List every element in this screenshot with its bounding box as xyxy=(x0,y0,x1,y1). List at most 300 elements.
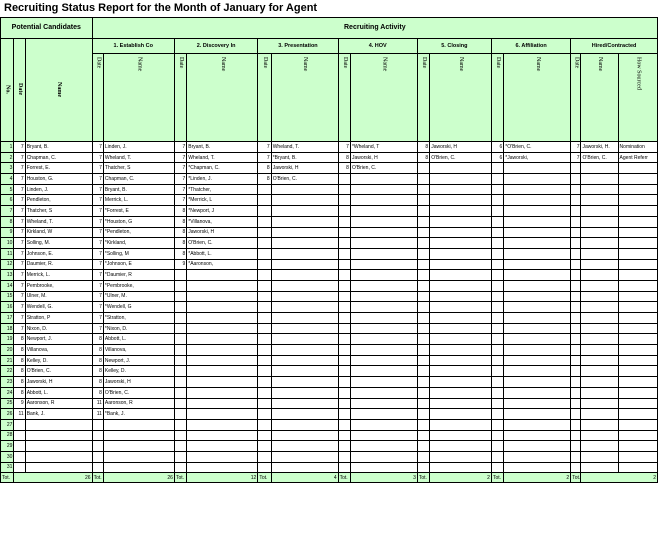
name-cell xyxy=(618,398,657,409)
date-cell xyxy=(491,195,503,206)
name-cell: *Thatcher, xyxy=(187,184,258,195)
table-row xyxy=(1,302,658,313)
row-number: 25 xyxy=(1,398,14,409)
name-cell: *Villanova, xyxy=(187,216,258,227)
date-cell: 7 xyxy=(14,302,25,313)
row-number: 16 xyxy=(1,302,14,313)
date-cell xyxy=(571,270,581,281)
date-cell xyxy=(491,291,503,302)
row-number: 27 xyxy=(1,419,14,430)
date-cell xyxy=(258,377,271,388)
name-cell xyxy=(25,419,92,430)
name-cell xyxy=(581,270,618,281)
date-cell xyxy=(417,270,429,281)
name-cell xyxy=(187,302,258,313)
name-cell: Jaworski, H. xyxy=(581,142,618,153)
name-cell xyxy=(350,387,417,398)
name-cell xyxy=(504,184,571,195)
date-cell xyxy=(338,227,350,238)
name-cell xyxy=(271,313,338,324)
name-cell xyxy=(271,451,338,462)
date-cell xyxy=(174,377,186,388)
name-cell xyxy=(430,366,492,377)
name-cell: Bryant, B. xyxy=(187,142,258,153)
date-cell: 8 xyxy=(92,334,103,345)
date-cell xyxy=(417,206,429,217)
stage-header: Hired/Contracted xyxy=(571,39,658,54)
date-cell xyxy=(258,323,271,334)
date-cell: 7 xyxy=(174,152,186,163)
name-cell xyxy=(187,377,258,388)
name-cell: Newport, J. xyxy=(103,355,174,366)
name-cell xyxy=(25,441,92,452)
name-cell xyxy=(271,206,338,217)
date-cell: 7 xyxy=(92,270,103,281)
date-cell xyxy=(571,174,581,185)
total-label: Tot. xyxy=(572,474,581,481)
recruiting-table xyxy=(0,17,658,483)
date-cell xyxy=(258,462,271,473)
date-cell: 7 xyxy=(571,142,581,153)
name-cell xyxy=(618,451,657,462)
name-cell xyxy=(187,323,258,334)
row-number: 4 xyxy=(1,174,14,185)
name-cell xyxy=(350,174,417,185)
total-label: Tot. xyxy=(93,474,102,481)
name-cell xyxy=(271,323,338,334)
date-cell xyxy=(491,248,503,259)
row-number: 6 xyxy=(1,195,14,206)
name-cell: Johnson, E. xyxy=(25,248,92,259)
table-row xyxy=(1,366,658,377)
name-cell xyxy=(618,270,657,281)
date-cell: 7 xyxy=(92,302,103,313)
date-cell xyxy=(417,216,429,227)
name-cell: O'Brien, C. xyxy=(430,152,492,163)
row-number: 26 xyxy=(1,409,14,420)
date-cell: 8 xyxy=(417,152,429,163)
name-cell xyxy=(430,345,492,356)
table-row xyxy=(1,409,658,420)
name-cell xyxy=(271,462,338,473)
date-cell xyxy=(491,206,503,217)
date-cell: 7 xyxy=(14,259,25,270)
date-cell xyxy=(14,451,25,462)
name-cell: Bryant, B. xyxy=(25,142,92,153)
name-cell xyxy=(350,377,417,388)
total-label: Tot. xyxy=(491,473,503,483)
name-cell xyxy=(581,451,618,462)
date-cell xyxy=(491,387,503,398)
name-cell: Thatcher, S xyxy=(103,163,174,174)
name-cell xyxy=(618,206,657,217)
name-cell xyxy=(618,355,657,366)
name-cell: *Wheland, T xyxy=(350,142,417,153)
date-cell xyxy=(417,377,429,388)
name-cell: O'Brien, C. xyxy=(271,174,338,185)
name-cell xyxy=(25,451,92,462)
date-cell xyxy=(417,313,429,324)
name-cell: Linden, J. xyxy=(103,142,174,153)
date-cell xyxy=(174,441,186,452)
date-cell xyxy=(174,280,186,291)
date-cell: 7 xyxy=(174,184,186,195)
name-cell xyxy=(504,291,571,302)
name-cell: *Merrick, L xyxy=(187,195,258,206)
name-cell: Houston, G. xyxy=(25,174,92,185)
name-cell xyxy=(430,270,492,281)
name-cell xyxy=(350,366,417,377)
date-cell xyxy=(417,280,429,291)
name-cell xyxy=(618,419,657,430)
date-cell xyxy=(258,206,271,217)
date-cell: 8 xyxy=(174,227,186,238)
row-number: 24 xyxy=(1,387,14,398)
name-cell xyxy=(350,345,417,356)
stage-date-header: Date xyxy=(571,54,581,142)
date-cell: 8 xyxy=(14,366,25,377)
name-cell xyxy=(350,195,417,206)
date-cell xyxy=(571,409,581,420)
row-number: 1 xyxy=(1,142,14,153)
date-cell xyxy=(571,334,581,345)
name-cell: Nomination xyxy=(618,142,657,153)
name-cell xyxy=(618,377,657,388)
date-cell xyxy=(417,334,429,345)
date-cell xyxy=(338,366,350,377)
date-cell xyxy=(338,302,350,313)
date-cell: 7 xyxy=(92,238,103,249)
name-cell xyxy=(504,419,571,430)
name-cell xyxy=(618,441,657,452)
name-cell xyxy=(187,280,258,291)
date-cell xyxy=(338,334,350,345)
date-cell xyxy=(491,366,503,377)
date-cell xyxy=(338,430,350,441)
name-cell xyxy=(187,451,258,462)
date-cell: 8 xyxy=(174,216,186,227)
date-cell: 7 xyxy=(92,184,103,195)
table-row xyxy=(1,280,658,291)
name-cell xyxy=(430,462,492,473)
stage-header: 3. Presentation xyxy=(258,39,338,54)
name-cell: Kirkland, W xyxy=(25,227,92,238)
name-cell xyxy=(581,216,618,227)
date-cell xyxy=(92,430,103,441)
date-cell xyxy=(417,323,429,334)
date-cell xyxy=(338,409,350,420)
date-cell xyxy=(338,451,350,462)
name-cell xyxy=(581,174,618,185)
table-row xyxy=(1,259,658,270)
name-cell: Merrick, L. xyxy=(25,270,92,281)
date-cell: 7 xyxy=(14,323,25,334)
name-cell xyxy=(350,323,417,334)
name-cell: Jaworski, H xyxy=(350,152,417,163)
date-cell xyxy=(491,345,503,356)
stage-name-header: Name xyxy=(430,54,492,142)
name-cell: *Aaronson, xyxy=(187,259,258,270)
name-cell xyxy=(504,462,571,473)
date-cell xyxy=(417,430,429,441)
date-cell: 8 xyxy=(174,248,186,259)
row-number: 30 xyxy=(1,451,14,462)
name-cell xyxy=(504,430,571,441)
date-cell xyxy=(338,270,350,281)
date-cell: 7 xyxy=(92,216,103,227)
date-cell xyxy=(338,462,350,473)
date-cell xyxy=(491,462,503,473)
name-cell xyxy=(504,313,571,324)
name-cell: *Linden, J. xyxy=(187,174,258,185)
name-cell xyxy=(504,174,571,185)
name-cell xyxy=(430,259,492,270)
date-cell xyxy=(491,280,503,291)
name-cell xyxy=(271,270,338,281)
date-cell xyxy=(491,216,503,227)
date-cell: 7 xyxy=(92,313,103,324)
name-cell xyxy=(271,409,338,420)
name-cell xyxy=(350,441,417,452)
name-cell: Merrick, L. xyxy=(103,195,174,206)
table-row xyxy=(1,152,658,163)
table-row xyxy=(1,419,658,430)
date-cell xyxy=(258,313,271,324)
date-cell: 7 xyxy=(92,280,103,291)
name-cell: Villanova, xyxy=(25,345,92,356)
date-cell xyxy=(14,441,25,452)
total-label: Tot. xyxy=(1,473,14,483)
row-number: 9 xyxy=(1,227,14,238)
name-cell xyxy=(504,270,571,281)
stage-name-header: Name xyxy=(103,54,174,142)
name-cell: O'Brien, C. xyxy=(103,387,174,398)
date-cell: 7 xyxy=(174,195,186,206)
report-title: Recruiting Status Report for the Month of January for Agent xyxy=(4,2,318,14)
date-cell: 7 xyxy=(92,152,103,163)
name-cell: Wheland, T. xyxy=(103,152,174,163)
date-cell: 7 xyxy=(92,206,103,217)
date-cell xyxy=(174,430,186,441)
name-cell xyxy=(430,334,492,345)
date-cell: 7 xyxy=(14,280,25,291)
table-row xyxy=(1,441,658,452)
date-cell xyxy=(258,398,271,409)
date-cell xyxy=(258,291,271,302)
name-cell xyxy=(187,409,258,420)
name-cell xyxy=(350,227,417,238)
name-cell xyxy=(350,291,417,302)
date-cell xyxy=(491,451,503,462)
name-cell: Jaworski, H xyxy=(271,163,338,174)
name-cell xyxy=(581,419,618,430)
name-cell xyxy=(350,313,417,324)
date-cell xyxy=(417,409,429,420)
name-cell xyxy=(504,248,571,259)
table-row xyxy=(1,334,658,345)
name-cell xyxy=(618,334,657,345)
name-cell: Chapman, C. xyxy=(103,174,174,185)
name-cell: Pendleton, xyxy=(25,195,92,206)
date-cell xyxy=(174,355,186,366)
name-cell xyxy=(504,163,571,174)
name-cell: *Bryant, B. xyxy=(271,152,338,163)
how-sourced-header: How Sourced xyxy=(618,54,657,142)
name-cell xyxy=(350,430,417,441)
name-cell: *Pembrooke, xyxy=(103,280,174,291)
date-cell xyxy=(417,195,429,206)
date-cell xyxy=(258,184,271,195)
date-cell xyxy=(571,259,581,270)
date-cell xyxy=(258,345,271,356)
name-cell xyxy=(350,334,417,345)
date-cell: 11 xyxy=(92,398,103,409)
name-cell: Bank, J. xyxy=(25,409,92,420)
date-cell xyxy=(571,430,581,441)
table-row xyxy=(1,163,658,174)
date-cell xyxy=(491,430,503,441)
name-cell xyxy=(25,462,92,473)
stage-date-header: Date xyxy=(417,54,429,142)
date-cell xyxy=(571,227,581,238)
name-cell xyxy=(271,238,338,249)
date-cell: 7 xyxy=(174,174,186,185)
date-cell: 7 xyxy=(571,152,581,163)
name-cell xyxy=(618,174,657,185)
name-cell xyxy=(504,355,571,366)
name-cell: Chapman, C. xyxy=(25,152,92,163)
name-cell: Nixon, D. xyxy=(25,323,92,334)
name-cell xyxy=(187,430,258,441)
date-cell xyxy=(258,387,271,398)
name-cell xyxy=(103,462,174,473)
name-cell: *Jaworski, xyxy=(504,152,571,163)
name-cell: *Bank, J. xyxy=(103,409,174,420)
date-cell: 8 xyxy=(92,377,103,388)
date-cell xyxy=(258,259,271,270)
name-cell xyxy=(187,291,258,302)
date-cell xyxy=(491,323,503,334)
date-cell xyxy=(417,366,429,377)
name-cell: Thatcher, S xyxy=(25,206,92,217)
date-cell xyxy=(174,451,186,462)
date-cell xyxy=(491,174,503,185)
date-cell: 7 xyxy=(14,248,25,259)
date-cell xyxy=(174,270,186,281)
name-cell xyxy=(504,377,571,388)
name-cell xyxy=(350,302,417,313)
name-cell xyxy=(350,451,417,462)
name-cell: *Houston, G xyxy=(103,216,174,227)
name-cell xyxy=(187,355,258,366)
name-cell: Jaworski, H xyxy=(430,142,492,153)
name-cell xyxy=(581,195,618,206)
row-number: 17 xyxy=(1,313,14,324)
date-cell xyxy=(491,441,503,452)
date-cell xyxy=(491,270,503,281)
date-cell xyxy=(491,313,503,324)
name-cell xyxy=(271,419,338,430)
date-cell: 6 xyxy=(491,142,503,153)
date-cell xyxy=(417,398,429,409)
date-cell xyxy=(174,462,186,473)
row-number: 5 xyxy=(1,184,14,195)
stage-name-header: Name xyxy=(581,54,618,142)
name-cell xyxy=(187,462,258,473)
date-cell xyxy=(491,409,503,420)
name-cell xyxy=(618,291,657,302)
name-cell xyxy=(618,280,657,291)
date-cell: 8 xyxy=(174,206,186,217)
row-number: 13 xyxy=(1,270,14,281)
name-cell xyxy=(504,280,571,291)
name-cell xyxy=(271,184,338,195)
date-cell xyxy=(571,387,581,398)
table-row xyxy=(1,238,658,249)
stage-header: 1. Establish Co xyxy=(92,39,174,54)
table-row xyxy=(1,462,658,473)
row-number: 20 xyxy=(1,345,14,356)
date-cell xyxy=(571,355,581,366)
stage-name-header: Name xyxy=(350,54,417,142)
name-cell xyxy=(504,216,571,227)
section-potential-candidates: Potential Candidates xyxy=(1,18,93,39)
name-cell: O'Brien, C. xyxy=(187,238,258,249)
total-label: Tot. xyxy=(417,473,429,483)
date-cell: 7 xyxy=(14,227,25,238)
name-cell: Abbott, L. xyxy=(103,334,174,345)
stage-date-header: Date xyxy=(338,54,350,142)
date-cell: 7 xyxy=(14,152,25,163)
name-cell xyxy=(430,206,492,217)
date-cell: 8 xyxy=(92,345,103,356)
name-cell: Aaronson, R xyxy=(25,398,92,409)
date-cell xyxy=(491,419,503,430)
name-cell xyxy=(430,248,492,259)
table-row xyxy=(1,451,658,462)
name-cell xyxy=(581,248,618,259)
date-cell: 9 xyxy=(14,398,25,409)
name-cell xyxy=(581,259,618,270)
date-cell: 7 xyxy=(92,163,103,174)
date-cell xyxy=(174,398,186,409)
name-cell: Bryant, B. xyxy=(103,184,174,195)
name-cell xyxy=(271,387,338,398)
date-cell xyxy=(338,280,350,291)
row-number: 10 xyxy=(1,238,14,249)
row-number: 22 xyxy=(1,366,14,377)
name-cell xyxy=(618,259,657,270)
date-cell: 8 xyxy=(14,355,25,366)
date-cell: 7 xyxy=(92,174,103,185)
date-cell xyxy=(258,248,271,259)
date-cell: 7 xyxy=(14,184,25,195)
stage-header: 2. Discovery In xyxy=(174,39,257,54)
date-cell xyxy=(258,227,271,238)
date-cell: 7 xyxy=(14,313,25,324)
name-cell xyxy=(618,430,657,441)
name-cell xyxy=(504,238,571,249)
date-cell xyxy=(258,238,271,249)
row-number: 14 xyxy=(1,280,14,291)
stage-date-header: Date xyxy=(92,54,103,142)
name-cell xyxy=(430,387,492,398)
name-cell xyxy=(271,280,338,291)
name-cell xyxy=(430,323,492,334)
date-cell: 8 xyxy=(92,366,103,377)
name-cell xyxy=(187,366,258,377)
name-cell: Abbott, L. xyxy=(25,387,92,398)
